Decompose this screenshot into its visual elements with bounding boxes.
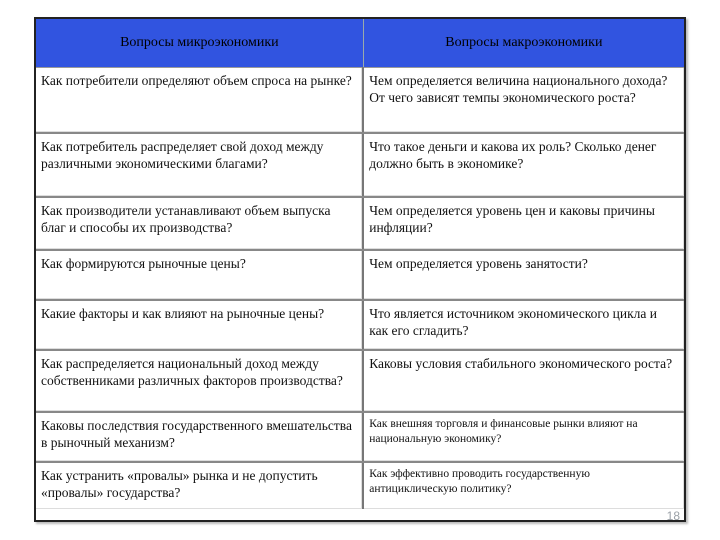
micro-question: Как формируются рыночные цены?	[36, 250, 363, 300]
table-header-row	[36, 19, 684, 68]
table-row	[36, 250, 684, 300]
micro-question: Как производители устанавливают объем выпуска благ и способы их производства?	[36, 197, 363, 250]
header-micro: Вопросы микроэкономики	[36, 19, 363, 68]
table-row	[36, 133, 684, 197]
comparison-table-frame	[34, 17, 686, 522]
table-row	[36, 412, 684, 462]
macro-question: Чем определяется уровень занятости?	[363, 250, 684, 300]
macro-question: Что является источником экономического цикла и как его сгладить?	[363, 300, 684, 350]
table-row	[36, 197, 684, 250]
macro-question: Как внешняя торговля и финансовые рынки влияют на национальную экономику?	[363, 412, 684, 462]
micro-question: Как устранить «провалы» рынка и не допустить «провалы» государства?	[36, 462, 363, 509]
micro-question: Какие факторы и как влияют на рыночные цены?	[36, 300, 363, 350]
macro-question: Чем определяется уровень цен и каковы причины инфляции?	[363, 197, 684, 250]
table-row	[36, 462, 684, 509]
micro-question: Как потребитель распределяет свой доход между различными экономическими благами?	[36, 133, 363, 197]
table-row	[36, 300, 684, 350]
comparison-table	[36, 19, 684, 509]
micro-question: Каковы последствия государственного вмешательства в рыночный механизм?	[36, 412, 363, 462]
header-macro: Вопросы макроэкономики	[363, 19, 684, 68]
micro-question: Как потребители определяют объем спроса на рынке?	[36, 68, 363, 134]
macro-question: Как эффективно проводить государственную антициклическую политику?	[363, 462, 684, 509]
macro-question: Чем определяется величина национального дохода? От чего зависят темпы экономического роста?	[363, 68, 684, 134]
micro-question: Как распределяется национальный доход между собственниками различных факторов производства?	[36, 350, 363, 412]
table-row	[36, 68, 684, 134]
page-number: 18	[666, 509, 680, 523]
table-row	[36, 350, 684, 412]
macro-question: Каковы условия стабильного экономического роста?	[363, 350, 684, 412]
macro-question: Что такое деньги и какова их роль? Сколько денег должно быть в экономике?	[363, 133, 684, 197]
